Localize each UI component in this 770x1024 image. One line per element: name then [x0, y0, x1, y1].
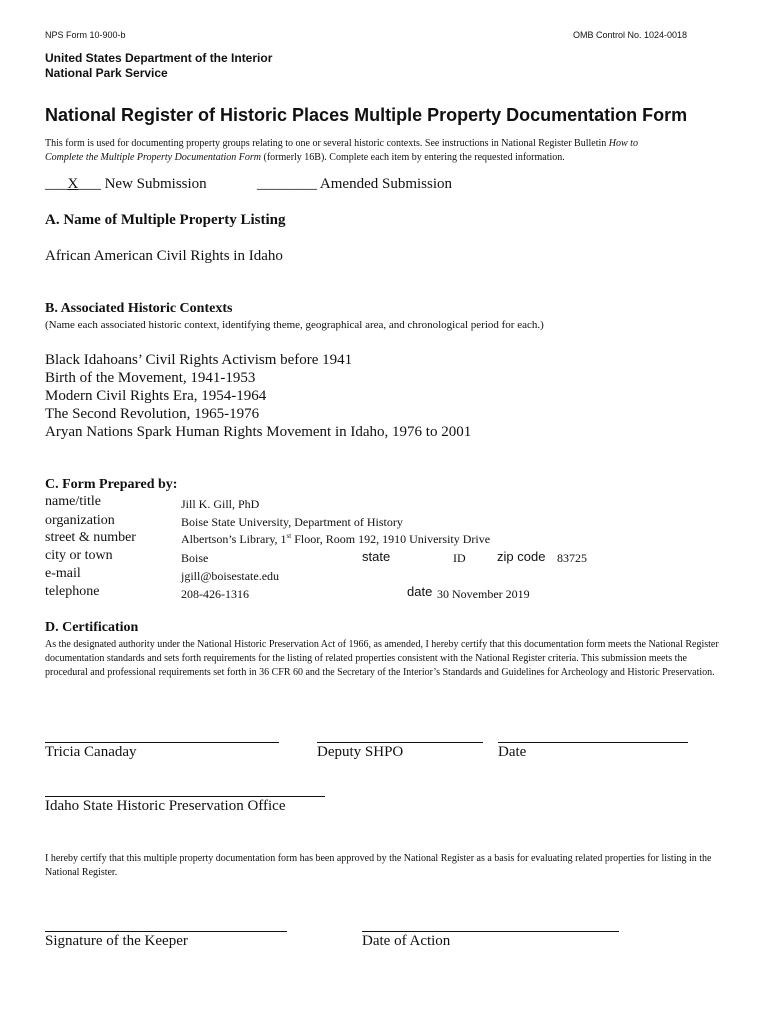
value-state: ID	[453, 551, 466, 565]
property-listing-name: African American Civil Rights in Idaho	[45, 248, 283, 264]
date-label: Date	[498, 744, 527, 760]
label-email: e-mail	[45, 566, 81, 581]
signature-line	[45, 742, 279, 743]
value-date: 30 November 2019	[437, 587, 530, 601]
value-email: jgill@boisestate.edu	[181, 569, 280, 583]
value-zip: 83725	[557, 551, 587, 565]
value-organization: Boise State University, Department of History	[181, 515, 403, 529]
keeper-signature-line	[45, 931, 287, 932]
value-city: Boise	[181, 551, 209, 565]
page-title: National Register of Historic Places Multiple Property Documentation Form	[45, 105, 688, 125]
department-name: United States Department of the Interior	[45, 51, 273, 65]
label-organization: organization	[45, 513, 115, 528]
list-item: Birth of the Movement, 1941-1953	[45, 370, 256, 386]
list-item: Black Idahoans’ Civil Rights Activism before 1941	[45, 352, 353, 368]
section-b-note: (Name each associated historic context, identifying theme, geographical area, and chronological period for each.)	[45, 319, 544, 331]
signer-name: Tricia Canaday	[45, 744, 137, 760]
label-city: city or town	[45, 548, 113, 563]
action-date-label: Date of Action	[362, 933, 451, 949]
section-a-heading: A. Name of Multiple Property Listing	[45, 212, 286, 228]
form-number: NPS Form 10-900-b	[45, 30, 126, 40]
section-c-heading: C. Form Prepared by:	[45, 477, 178, 492]
label-date: date	[407, 584, 433, 599]
signer-title: Deputy SHPO	[317, 744, 404, 760]
approval-text: I hereby certify that this multiple property documentation form has been approved by the National Register as a basis for evaluating related properties for listing in the National Register.	[45, 853, 712, 878]
label-name-title: name/title	[45, 494, 101, 509]
section-b-heading: B. Associated Historic Contexts	[45, 301, 233, 316]
action-date-line	[362, 931, 619, 932]
certification-text: As the designated authority under the National Historic Preservation Act of 1966, as amended, I hereby certify that this documentation form meets the National Register documentation standards and sets forth requirements for the listing of related properties consistent with the National Register criteria. This submission meets the procedural and professional requirements set forth in 36 CFR 60 and the Secretary of the Interior’s Standards and Guidelines for Archeology and Historic Preservation.	[45, 639, 719, 678]
office-name: Idaho State Historic Preservation Office	[45, 798, 286, 814]
service-name: National Park Service	[45, 66, 168, 80]
list-item: Modern Civil Rights Era, 1954-1964	[45, 388, 267, 404]
amended-submission-option[interactable]: ________ Amended Submission	[257, 176, 453, 192]
label-state: state	[362, 549, 391, 564]
list-item: The Second Revolution, 1965-1976	[45, 406, 260, 422]
omb-control-number: OMB Control No. 1024-0018	[573, 30, 688, 40]
title-line	[317, 742, 483, 743]
intro-text: This form is used for documenting property groups relating to one or several historic contexts. See instructions in National Register Bulletin How to Complete the Multiple Property Documentation Form (formerly 16B). Complete each item by entering the requested information.	[45, 138, 638, 163]
label-street: street & number	[45, 530, 136, 545]
date-line	[498, 742, 688, 743]
value-telephone: 208-426-1316	[181, 587, 249, 601]
value-street: Albertson’s Library, 1st Floor, Room 192, 1910 University Drive	[181, 532, 491, 546]
historic-contexts-list	[45, 351, 471, 441]
keeper-signature-label: Signature of the Keeper	[45, 933, 188, 949]
new-submission-option[interactable]: ___X___ New Submission	[45, 176, 207, 192]
label-zip: zip code	[497, 549, 546, 564]
section-d-heading: D. Certification	[45, 620, 139, 635]
label-telephone: telephone	[45, 584, 100, 599]
office-line	[45, 796, 325, 797]
new-submission-mark: X	[67, 176, 79, 192]
value-name-title: Jill K. Gill, PhD	[181, 497, 260, 511]
list-item: Aryan Nations Spark Human Rights Movement in Idaho, 1976 to 2001	[45, 424, 472, 440]
